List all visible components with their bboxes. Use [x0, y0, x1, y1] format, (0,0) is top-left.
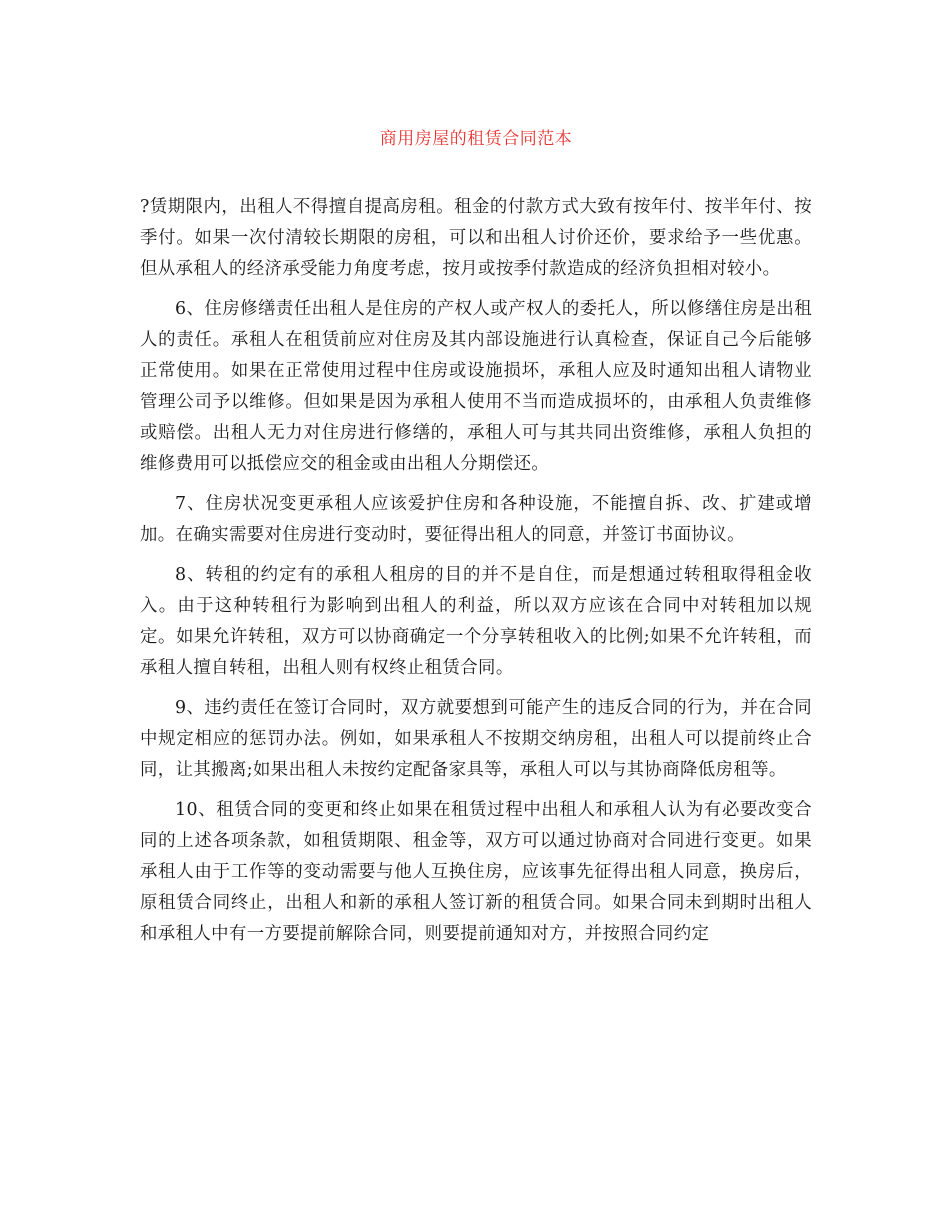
document-title: 商用房屋的租赁合同范本 — [379, 129, 573, 149]
document-body — [140, 192, 812, 950]
paragraph-repair-responsibility: 6、住房修缮责任出租人是住房的产权人或产权人的委托人，所以修缮住房是出租人的责任。承租人在租赁前应对住房及其内部设施进行认真检查，保证自己今后能够正常使用。如果在正常使用过程中住房或设施损坏，承租人应及时通知出租人请物业管理公司予以维修。但如果是因为承租人使用不当而造成损坏的，由承租人负责维修或赔偿。出租人无力对住房进行修缮的，承租人可与其共同出资维修，承租人负担的维修费用可以抵偿应交的租金或由出租人分期偿还。 — [140, 299, 812, 474]
document-page — [140, 0, 812, 1230]
paragraph-breach-liability: 9、违约责任在签订合同时，双方就要想到可能产生的违反合同的行为，并在合同中规定相应的惩罚办法。例如，如果承租人不按期交纳房租，出租人可以提前终止合同，让其搬离;如果出租人未按约定配备家具等，承租人可以与其协商降低房租等。 — [140, 698, 812, 780]
paragraph-contract-change-termination: 10、租赁合同的变更和终止如果在租赁过程中出租人和承租人认为有必要改变合同的上述各项条款，如租赁期限、租金等，双方可以通过协商对合同进行变更。如果承租人由于工作等的变动需要与他人互换住房，应该事先征得出租人同意，换房后，原租赁合同终止，出租人和新的承租人签订新的租赁合同。如果合同未到期时出租人和承租人中有一方要提前解除合同，则要提前通知对方，并按照合同约定 — [140, 800, 812, 944]
paragraph-housing-changes: 7、住房状况变更承租人应该爱护住房和各种设施，不能擅自拆、改、扩建或增加。在确实需要对住房进行变动时，要征得出租人的同意，并签订书面协议。 — [140, 494, 812, 545]
paragraph-rent-payment: ?赁期限内，出租人不得擅自提高房租。租金的付款方式大致有按年付、按半年付、按季付。如果一次付清较长期限的房租，可以和出租人讨价还价，要求给予一些优惠。但从承租人的经济承受能力角度考虑，按月或按季付款造成的经济负担相对较小。 — [140, 197, 812, 279]
paragraph-sublease: 8、转租的约定有的承租人租房的目的并不是自住，而是想通过转租取得租金收入。由于这种转租行为影响到出租人的利益，所以双方应该在合同中对转租加以规定。如果允许转租，双方可以协商确定一个分享转租收入的比例;如果不允许转租，而承租人擅自转租，出租人则有权终止租赁合同。 — [140, 565, 812, 678]
